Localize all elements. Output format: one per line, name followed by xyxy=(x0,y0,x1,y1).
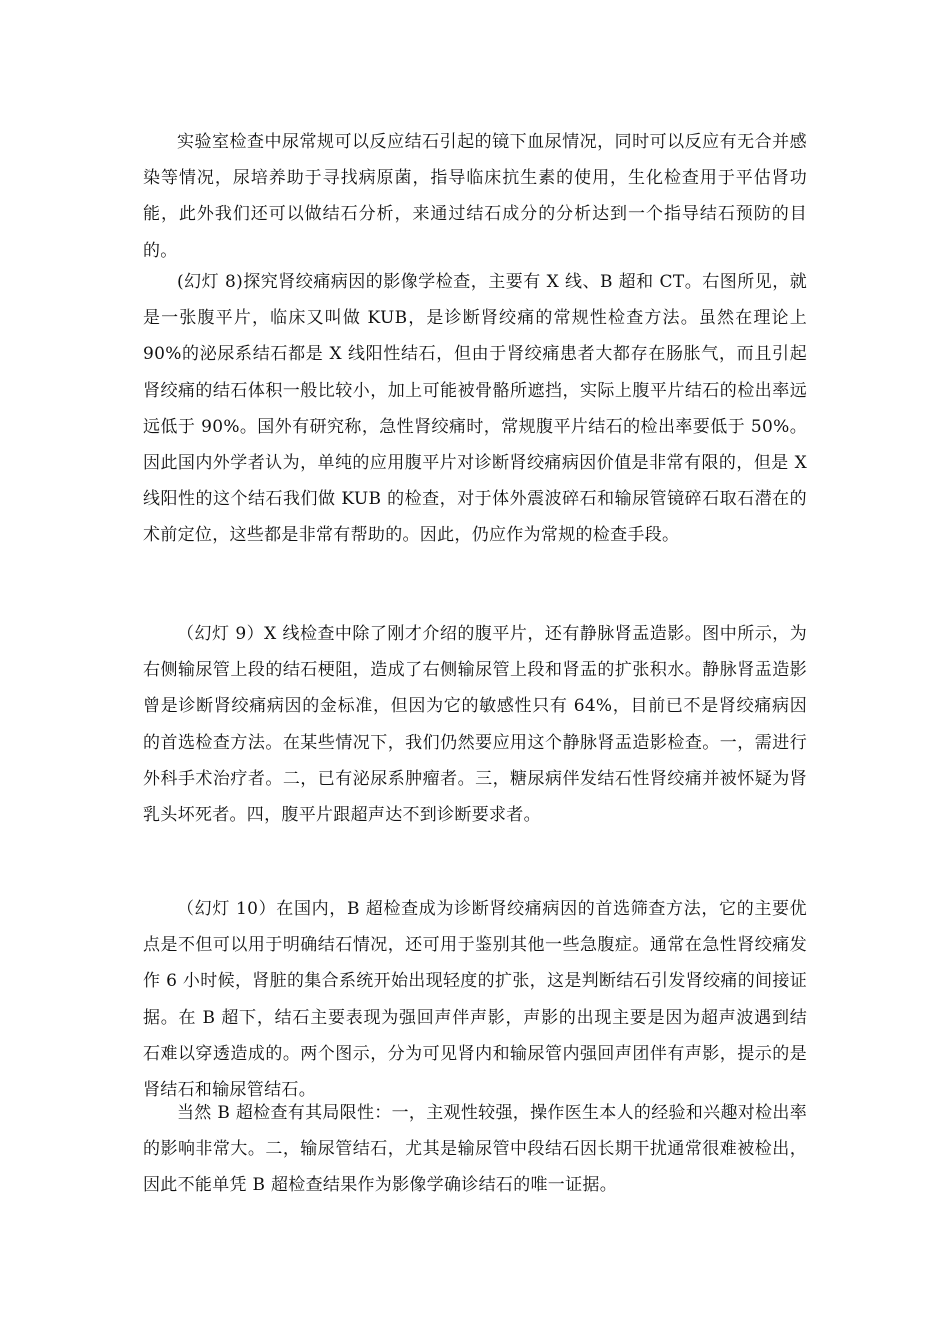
paragraph-slide-8-kub: (幻灯 8)探究肾绞痛病因的影像学检查，主要有 X 线、B 超和 CT。右图所见，就是一张腹平片，临床又叫做 KUB，是诊断肾绞痛的常规性检查方法。虽然在理论上 90%的泌尿系结石都是 X 线阳性结石，但由于肾绞痛患者大都存在肠胀气，而且引起肾绞痛的结石体积一般比较小，加上可能被骨骼所遮挡，实际上腹平片结石的检出率远远低于 90%。国外有研究称，急性肾绞痛时，常规腹平片结石的检出率要低于 50%。因此国内外学者认为，单纯的应用腹平片对诊断肾绞痛病因价值是非常有限的，但是 X 线阳性的这个结石我们做 KUB 的检查，对于体外震波碎石和输尿管镜碎石取石潜在的术前定位，这些都是非常有帮助的。因此，仍应作为常规的检查手段。 xyxy=(143,272,807,546)
paragraph-lab-tests: 实验室检查中尿常规可以反应结石引起的镜下血尿情况，同时可以反应有无合并感染等情况，尿培养助于寻找病原菌，指导临床抗生素的使用，生化检查用于平估肾功能，此外我们还可以做结石分析，来通过结石成分的分析达到一个指导结石预防的目的。 xyxy=(143,132,807,261)
paragraph-slide-10-ultrasound: （幻灯 10）在国内，B 超检查成为诊断肾绞痛病因的首选筛查方法，它的主要优点是不但可以用于明确结石情况，还可用于鉴别其他一些急腹症。通常在急性肾绞痛发作 6 小时候，肾脏的集合系统开始出现轻度的扩张，这是判断结石引发肾绞痛的间接证据。在 B 超下，结石主要表现为强回声伴声影，声影的出现主要是因为超声波遇到结石难以穿透造成的。两个图示，分为可见肾内和输尿管内强回声团伴有声影，提示的是肾结石和输尿管结石。 xyxy=(143,899,807,1101)
paragraph-ultrasound-limitations: 当然 B 超检查有其局限性：一，主观性较强，操作医生本人的经验和兴趣对检出率的影响非常大。二，输尿管结石，尤其是输尿管中段结石因长期干扰通常很难被检出，因此不能单凭 B 超检查结果作为影像学确诊结石的唯一证据。 xyxy=(143,1103,807,1196)
paragraph-slide-9-ivp: （幻灯 9）X 线检查中除了刚才介绍的腹平片，还有静脉肾盂造影。图中所示，为右侧输尿管上段的结石梗阻，造成了右侧输尿管上段和肾盂的扩张积水。静脉肾盂造影曾是诊断肾绞痛病因的金标准，但因为它的敏感性只有 64%，目前已不是肾绞痛病因的首选检查方法。在某些情况下，我们仍然要应用这个静脉肾盂造影检查。一，需进行外科手术治疗者。二，已有泌尿系肿瘤者。三，糖尿病伴发结石性肾绞痛并被怀疑为肾乳头坏死者。四，腹平片跟超声达不到诊断要求者。 xyxy=(143,624,807,826)
